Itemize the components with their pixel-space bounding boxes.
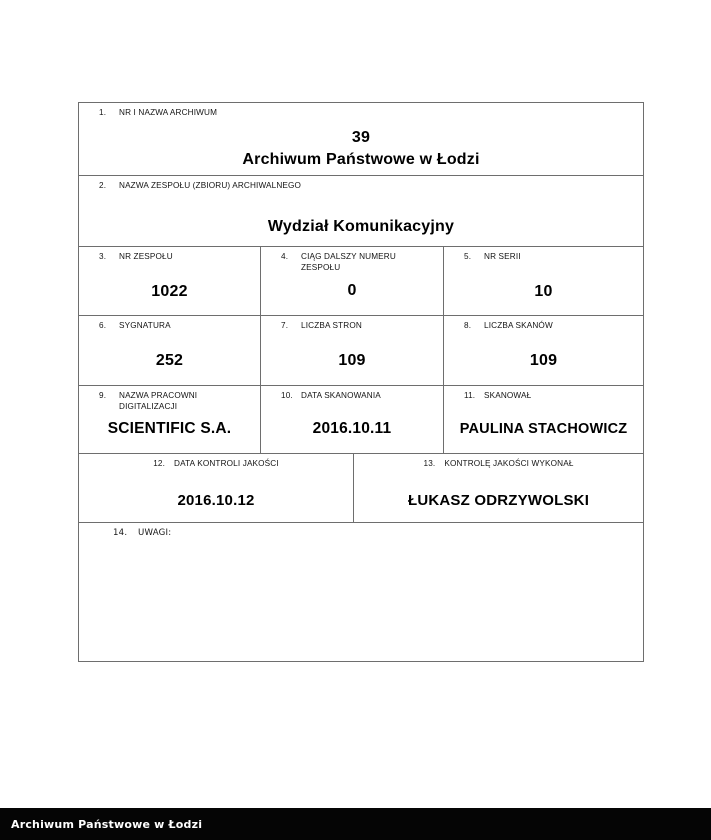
cell-qc-by [354, 454, 644, 523]
field-value-scanned-by: PAULINA STACHOWICZ [459, 421, 628, 437]
field-number: 3. [99, 252, 107, 261]
field-label-qc-by [360, 458, 637, 469]
cell-notes [79, 523, 644, 662]
cell-qc-date [79, 454, 354, 523]
viewer-footer-bar [0, 808, 711, 840]
field-value-fonds-number-continuation: 0 [347, 282, 357, 299]
field-label-text: NR ZESPOŁU [119, 252, 173, 261]
field-label-series-number [450, 251, 637, 262]
table-row [79, 176, 644, 247]
field-number: 5. [464, 252, 472, 261]
field-label-text: NAZWA ZESPOŁU (ZBIORU) ARCHIWALNEGO [119, 181, 302, 190]
field-label-text: UWAGI: [138, 528, 172, 538]
field-value-fonds-name: Wydział Komunikacyjny [267, 218, 455, 235]
field-number: 14. [113, 528, 128, 538]
field-number: 7. [281, 321, 289, 330]
field-number: 4. [281, 252, 289, 261]
field-value-qc-date: 2016.10.12 [177, 492, 255, 509]
field-label-scanned-by [450, 390, 637, 401]
field-label-text: NR I NAZWA ARCHIWUM [119, 108, 218, 117]
field-label-text: CIĄG DALSZY NUMERU ZESPOŁU [301, 252, 396, 272]
field-number: 10. [281, 391, 293, 400]
field-label-text: NR SERII [484, 252, 521, 261]
table-row [79, 103, 644, 176]
field-label-text: KONTROLĘ JAKOŚCI WYKONAŁ [444, 459, 574, 468]
cell-fonds-number [79, 247, 261, 316]
field-label-scan-count [450, 320, 637, 331]
field-label-fonds-number-continuation [267, 251, 437, 273]
field-label-archive [85, 107, 637, 118]
cell-series-number [444, 247, 644, 316]
cell-fonds-number-continuation [261, 247, 444, 316]
field-number: 11. [464, 391, 476, 400]
field-label-text: LICZBA SKANÓW [484, 321, 553, 330]
footer-institution-name: Archiwum Państwowe w Łodzi [11, 817, 203, 831]
field-number: 6. [99, 321, 107, 330]
field-label-scan-date [267, 390, 437, 401]
field-value-page-count: 109 [338, 352, 366, 369]
field-value-archive-number: 39 [351, 129, 371, 146]
field-value-signature: 252 [155, 352, 184, 369]
cell-scan-count [444, 316, 644, 386]
field-value-archive-name: Archiwum Państwowe w Łodzi [242, 151, 480, 168]
field-value-scan-date: 2016.10.11 [312, 420, 392, 437]
field-label-text: DATA SKANOWANIA [301, 391, 381, 400]
field-value-qc-by: ŁUKASZ ODRZYWOLSKI [407, 492, 590, 509]
field-label-page-count [267, 320, 437, 331]
field-label-fonds-number [85, 251, 254, 262]
field-label-text: SYGNATURA [119, 321, 171, 330]
table-row [79, 316, 644, 386]
field-number: 8. [464, 321, 472, 330]
field-value-series-number: 10 [534, 283, 553, 300]
cell-signature [79, 316, 261, 386]
archival-metadata-form [78, 102, 644, 662]
field-label-text: DATA KONTROLI JAKOŚCI [174, 459, 279, 468]
field-value-digitisation-lab: SCIENTIFIC S.A. [107, 420, 232, 437]
field-label-qc-date [85, 458, 347, 469]
cell-scanned-by [444, 386, 644, 454]
field-number: 12. [153, 459, 166, 468]
field-label-digitisation-lab [85, 390, 254, 412]
table-row [79, 247, 644, 316]
table-row [79, 454, 644, 523]
cell-fonds-name [79, 176, 644, 247]
field-label-fonds-name [85, 180, 637, 191]
cell-scan-date [261, 386, 444, 454]
field-value-scan-count: 109 [529, 352, 558, 369]
field-label-text: SKANOWAŁ [484, 391, 532, 400]
table-row [79, 386, 644, 454]
field-label-text: NAZWA PRACOWNI DIGITALIZACJI [119, 391, 198, 411]
field-number: 1. [99, 108, 107, 117]
cell-digitisation-lab [79, 386, 261, 454]
field-label-text: LICZBA STRON [301, 321, 362, 330]
field-label-signature [85, 320, 254, 331]
cell-page-count [261, 316, 444, 386]
field-number: 13. [423, 459, 436, 468]
cell-archive [79, 103, 644, 176]
field-label-notes [85, 527, 637, 539]
table-row [79, 523, 644, 662]
field-number: 9. [99, 391, 107, 400]
field-value-fonds-number: 1022 [151, 283, 188, 300]
field-number: 2. [99, 181, 107, 190]
